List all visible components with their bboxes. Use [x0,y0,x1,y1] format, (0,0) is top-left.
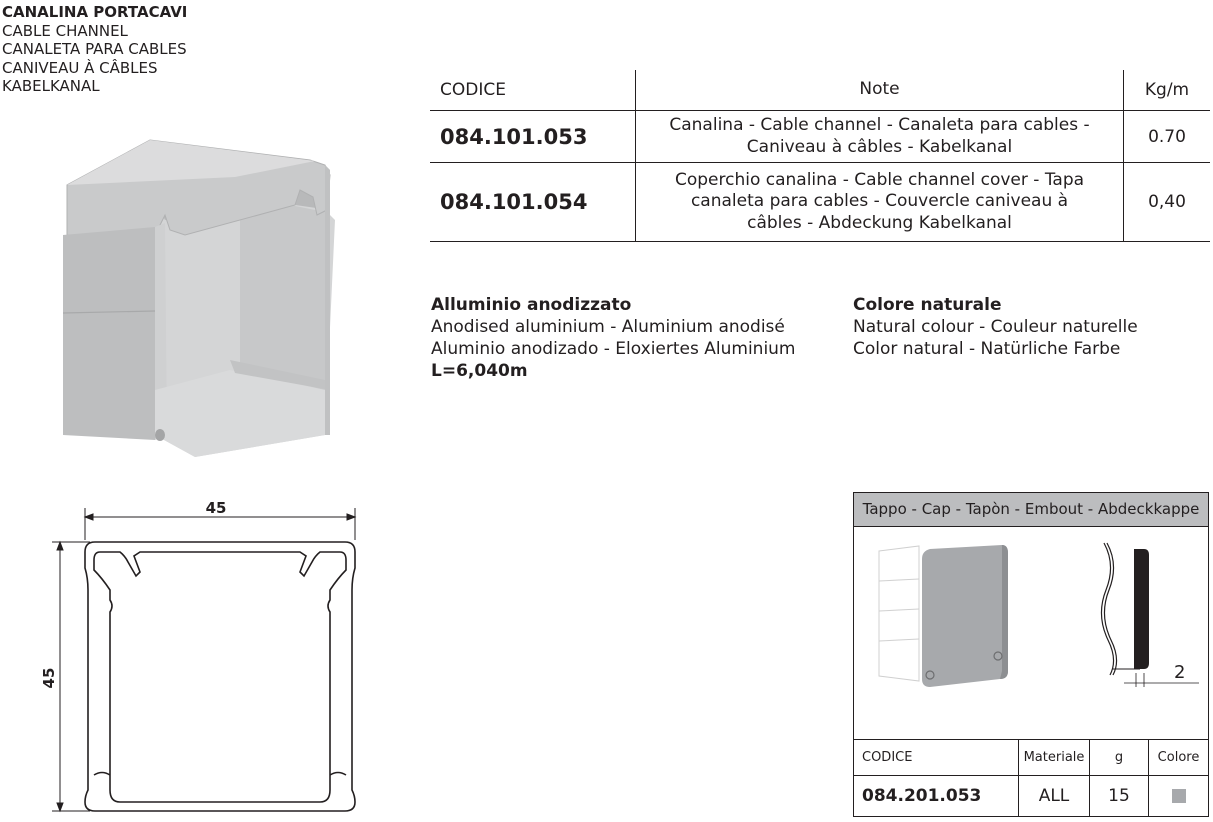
note-line: Canalina - Cable channel - Canaleta para cables - [669,115,1090,135]
title-german: KABELKANAL [2,77,100,95]
col-header-weight: Kg/m [1124,70,1211,111]
title-spanish: CANALETA PARA CABLES [2,40,187,58]
note-line: Coperchio canalina - Cable channel cover - Tapa [674,169,1085,190]
material-line: Aluminio anodizado - Eloxiertes Aluminium [431,339,796,359]
note-line: Caniveau à câbles - Kabelkanal [746,136,1013,157]
row-code: 084.101.054 [430,163,636,242]
cap-col-weight: g [1090,740,1149,776]
cap-row-weight: 15 [1090,776,1149,817]
colour-spec [853,294,1138,360]
note-line: canaleta para cables - Couvercle caniveau à [690,191,1069,212]
product-table [430,70,1210,242]
length-value: L=6,040m [431,361,528,381]
note-line: câbles - Abdeckung Kabelkanal [747,212,1012,233]
material-spec [431,294,796,382]
row-note [636,111,1124,163]
colour-line: Color natural - Natürliche Farbe [853,339,1121,359]
cap-section-drawing [1094,535,1204,700]
table-row [430,111,1210,163]
colour-swatch [1172,789,1186,803]
row-note [636,163,1124,242]
material-heading: Alluminio anodizzato [431,295,632,315]
colour-line: Natural colour - Couleur naturelle [853,317,1138,337]
cap-thickness-label: 2 [1174,662,1186,683]
cap-row-colour [1149,776,1209,817]
cap-row-code: 084.201.053 [854,776,1019,817]
table-row [430,163,1210,242]
col-header-code: CODICE [430,70,636,111]
cap-table [854,739,1208,816]
row-weight: 0.70 [1124,111,1211,163]
cap-panel [853,492,1209,817]
profile-section-drawing [30,490,365,820]
title-english: CABLE CHANNEL [2,21,128,40]
colour-heading: Colore naturale [853,295,1002,315]
cap-col-code: CODICE [854,740,1019,776]
height-dimension-label: 45 [40,667,58,689]
product-title-block [2,3,187,96]
width-dimension-label: 45 [205,499,227,517]
title-italian: CANALINA PORTACAVI [2,3,188,21]
cap-col-colour: Colore [1149,740,1209,776]
cable-channel-illustration [55,135,345,460]
col-header-note: Note [636,70,1124,111]
row-weight: 0,40 [1124,163,1211,242]
material-line: Anodised aluminium - Aluminium anodisé [431,317,785,337]
cap-header: Tappo - Cap - Tapòn - Embout - Abdeckkappe [854,493,1208,527]
table-row [854,776,1208,817]
row-code: 084.101.053 [430,111,636,163]
cap-row-material: ALL [1019,776,1090,817]
cap-illustration [874,541,1014,691]
title-french: CANIVEAU À CÂBLES [2,58,158,77]
cap-col-material: Materiale [1019,740,1090,776]
